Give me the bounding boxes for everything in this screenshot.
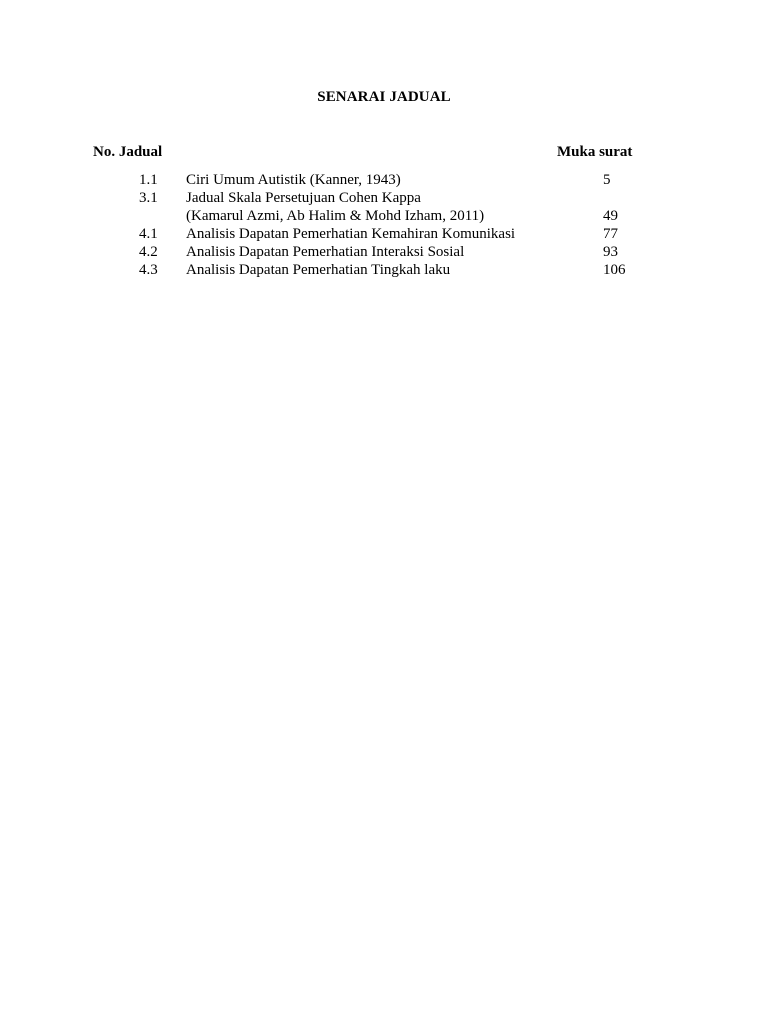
table-title-continuation: (Kamarul Azmi, Ab Halim & Mohd Izham, 2011) [186, 208, 485, 224]
table-number: 4.2 [139, 244, 158, 260]
table-title: Analisis Dapatan Pemerhatian Tingkah laku [186, 262, 451, 278]
table-number: 4.3 [139, 262, 158, 278]
column-header-table-number: No. Jadual [93, 144, 163, 160]
table-title: Ciri Umum Autistik (Kanner, 1943) [186, 172, 401, 188]
table-title: Analisis Dapatan Pemerhatian Kemahiran Komunikasi [186, 226, 516, 242]
page-number: 93 [603, 244, 618, 260]
table-number: 4.1 [139, 226, 158, 242]
list-item [0, 189, 768, 207]
table-title: Analisis Dapatan Pemerhatian Interaksi Sosial [186, 244, 465, 260]
page-number: 106 [603, 262, 626, 278]
column-header-page-number: Muka surat [557, 144, 633, 160]
page-number: 77 [603, 226, 618, 242]
table-number: 3.1 [139, 190, 158, 206]
page-number: 49 [603, 208, 618, 224]
list-item [0, 243, 768, 261]
page-title: SENARAI JADUAL [317, 89, 451, 105]
table-title: Jadual Skala Persetujuan Cohen Kappa [186, 190, 421, 206]
page-number: 5 [603, 172, 611, 188]
list-item-continuation [0, 207, 768, 225]
list-item [0, 171, 768, 189]
table-number: 1.1 [139, 172, 158, 188]
table-list [0, 171, 768, 279]
list-item [0, 261, 768, 279]
list-item [0, 225, 768, 243]
